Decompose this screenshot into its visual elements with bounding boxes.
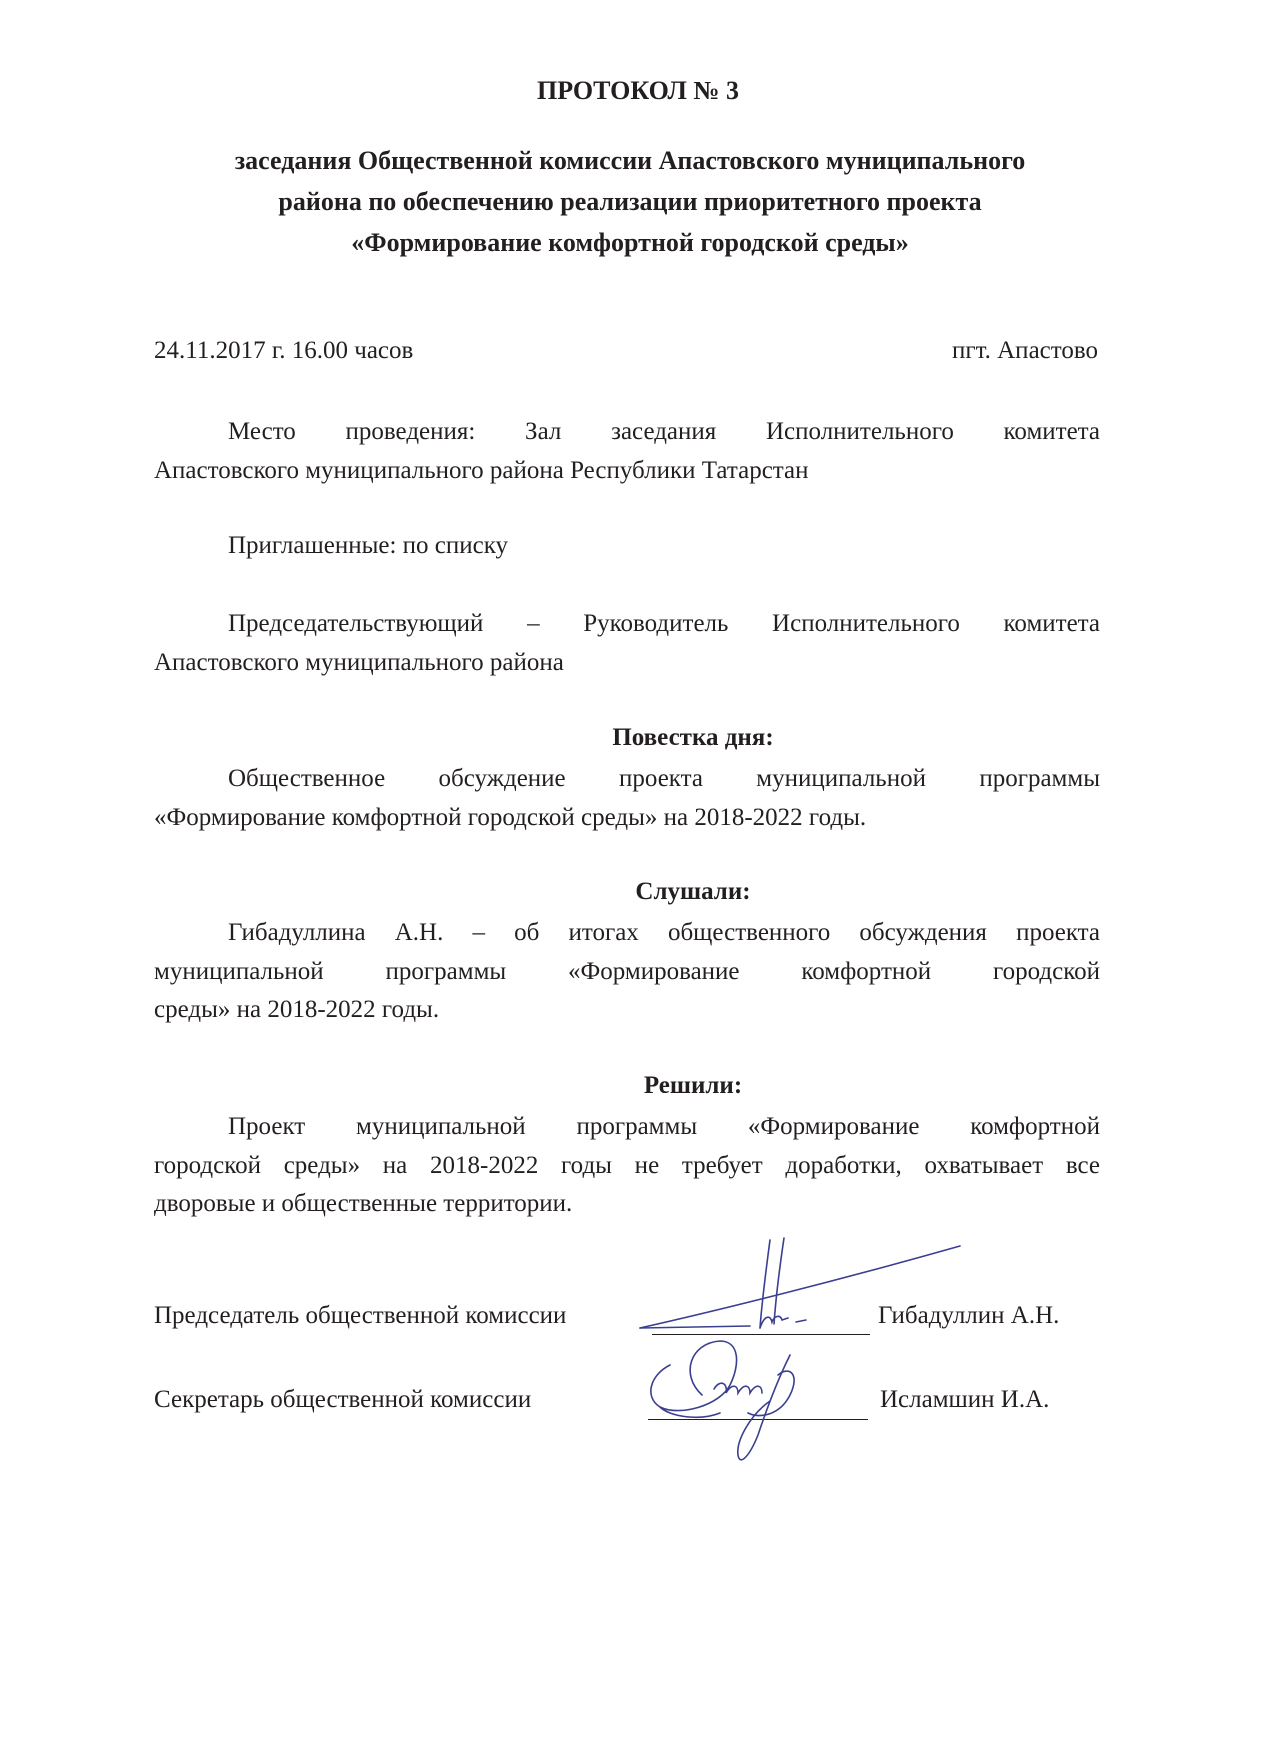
heard-paragraph bbox=[154, 914, 1100, 1030]
venue-line: Апастовского муниципального района Республики Татарстан bbox=[154, 456, 809, 484]
heard-heading: Слушали: bbox=[635, 878, 751, 905]
secretary-signature bbox=[640, 1335, 840, 1475]
decided-heading: Решили: bbox=[643, 1072, 743, 1099]
chairman-name: Гибадуллин А.Н. bbox=[878, 1302, 1060, 1329]
heard-line: муниципальной программы «Формирование комфортной городской bbox=[154, 957, 1100, 985]
document-subtitle bbox=[150, 140, 1110, 263]
meeting-date-time: 24.11.2017 г. 16.00 часов bbox=[154, 337, 414, 364]
chair-line: Апастовского муниципального района bbox=[154, 648, 564, 676]
subtitle-line: заседания Общественной комиссии Апастовского муниципального bbox=[234, 146, 1026, 175]
secretary-role: Секретарь общественной комиссии bbox=[154, 1386, 532, 1413]
chairman-signature bbox=[600, 1230, 980, 1350]
chair-paragraph bbox=[154, 605, 1100, 682]
venue-paragraph bbox=[154, 413, 1100, 490]
decided-line: Проект муниципальной программы «Формирование комфортной bbox=[228, 1113, 1100, 1140]
decided-line: городской среды» на 2018-2022 годы не требует доработки, охватывает все bbox=[154, 1151, 1100, 1179]
venue-line: Место проведения: Зал заседания Исполнительного комитета bbox=[228, 418, 1100, 445]
subtitle-line: района по обеспечению реализации приоритетного проекта bbox=[278, 187, 982, 216]
agenda-heading: Повестка дня: bbox=[612, 724, 774, 751]
chairman-role: Председатель общественной комиссии bbox=[154, 1302, 567, 1329]
invited-line: Приглашенные: по списку bbox=[228, 532, 509, 559]
decided-line: дворовые и общественные территории. bbox=[154, 1190, 573, 1217]
secretary-name: Исламшин И.А. bbox=[880, 1386, 1050, 1413]
chair-line: Председательствующий – Руководитель Исполнительного комитета bbox=[228, 610, 1100, 637]
agenda-paragraph bbox=[154, 760, 1100, 837]
agenda-line: «Формирование комфортной городской среды» на 2018-2022 годы. bbox=[154, 803, 867, 831]
decided-paragraph bbox=[154, 1108, 1100, 1224]
subtitle-line: «Формирование комфортной городской среды» bbox=[351, 228, 909, 257]
meeting-place: пгт. Апастово bbox=[951, 337, 1098, 364]
agenda-line: Общественное обсуждение проекта муниципальной программы bbox=[228, 765, 1100, 792]
heard-line: среды» на 2018-2022 годы. bbox=[154, 996, 440, 1023]
heard-line: Гибадуллина А.Н. – об итогах общественного обсуждения проекта bbox=[228, 919, 1100, 946]
document-title: ПРОТОКОЛ № 3 bbox=[536, 76, 740, 105]
